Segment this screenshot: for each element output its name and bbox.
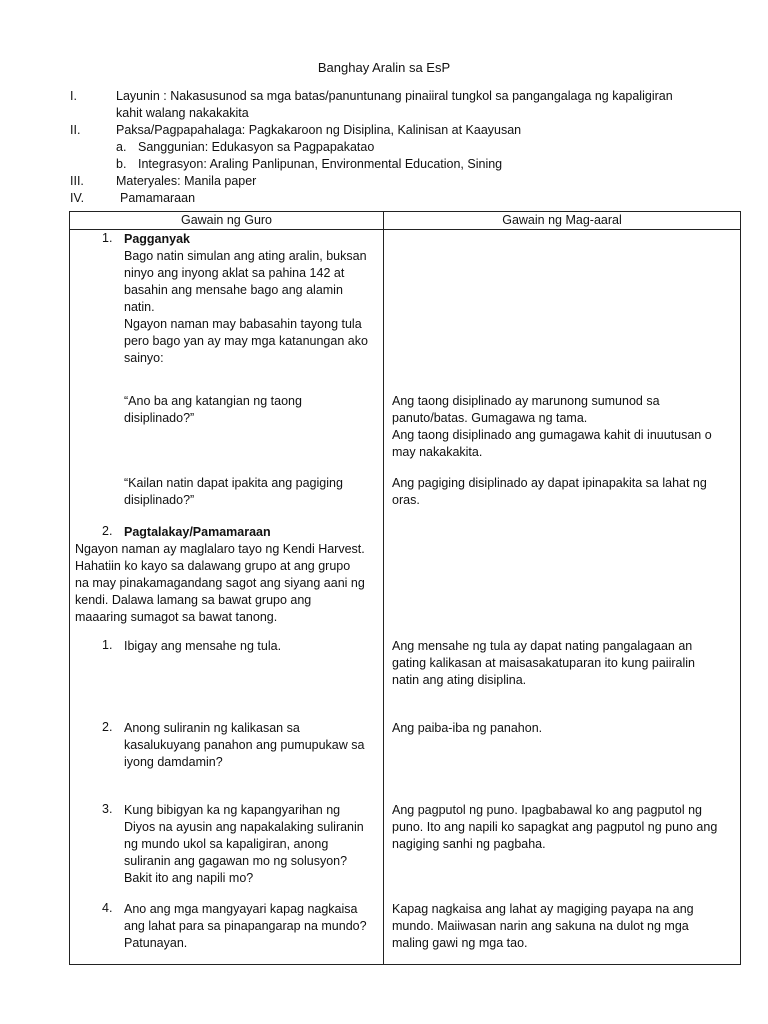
discussion-question-line: Diyos na ayusin ang napakalaking suliranin — [124, 820, 364, 834]
discussion-question-line: kasalukuyang panahon ang pumupukaw sa — [124, 738, 365, 752]
lesson-outline — [70, 88, 710, 207]
question-number: 3. — [102, 802, 113, 816]
outline-item-pamamaraan — [70, 190, 710, 207]
discussion-question-line: Anong suliranin ng kalikasan sa — [124, 721, 300, 735]
pagtalakay-title — [124, 524, 379, 541]
document-title: Banghay Aralin sa EsP — [317, 60, 451, 75]
pagganyak-paragraph-line: basahin ang mensahe bago ang alamin — [124, 283, 343, 297]
pagtalakay-paragraph-line: kendi. Dalawa lamang sa bawat grupo ang — [75, 593, 312, 607]
discussion-question-line: Bakit ito ang napili mo? — [124, 871, 254, 885]
subitem-letter: b. — [116, 157, 127, 171]
answer-katangian-line: may nakakakita. — [392, 445, 483, 459]
pagganyak-question-intro — [124, 316, 379, 367]
answer-kailan-line: oras. — [392, 493, 420, 507]
discussion-answer-line: mundo. Maiiwasan narin ang sakuna na dulot ng mga — [392, 919, 689, 933]
answer-kailan-line: Ang pagiging disiplinado ay dapat ipinapakita sa lahat ng — [392, 476, 707, 490]
discussion-question — [124, 802, 379, 887]
question-number: 4. — [102, 901, 113, 915]
activity-table — [69, 211, 741, 965]
pagganyak-paragraph — [124, 248, 379, 316]
answer-kailan — [392, 475, 737, 509]
pagtalakay-paragraph-line: Hahatiin ko kayo sa dalawang grupo at ang grupo — [75, 559, 351, 573]
outline-item-paksa — [70, 122, 710, 139]
discussion-answer-line: natin ang ating disiplina. — [392, 673, 527, 687]
discussion-answer — [392, 802, 737, 853]
pamamaraan-text: Pamamaraan — [120, 191, 196, 205]
outline-number: III. — [70, 174, 84, 188]
subitem-letter: a. — [116, 140, 127, 154]
discussion-answer-line: puno. Ito ang napili ko sapagkat ang pagputol ng puno ang — [392, 820, 718, 834]
layunin-text-line-1: Layunin : Nakasusunod sa mga batas/panuntunang pinaiiral tungkol sa pangangalaga ng kapaligiran — [116, 89, 673, 103]
pagganyak-question-intro-line: sainyo: — [124, 351, 164, 365]
pagtalakay-paragraph-line: maaaring sumagot sa bawat tanong. — [75, 610, 278, 624]
discussion-answer-line: gating kalikasan at maisasakatuparan ito kung paiiralin — [392, 656, 695, 670]
pagganyak-paragraph-line: Bago natin simulan ang ating aralin, buksan — [124, 249, 367, 263]
discussion-question — [124, 638, 379, 655]
question-number: 1. — [102, 638, 113, 652]
answer-katangian-line: Ang taong disiplinado ang gumagawa kahit di inuutusan o — [392, 428, 712, 442]
discussion-question-line: suliranin ang gagawan mo ng solusyon? — [124, 854, 348, 868]
pagtalakay-paragraph-line: Ngayon naman ay maglalaro tayo ng Kendi Harvest. — [75, 542, 365, 556]
pagganyak-paragraph-line: ninyo ang inyong aklat sa pahina 142 at — [124, 266, 345, 280]
question-kailan — [124, 475, 379, 509]
discussion-answer-line: maling gawi ng mga tao. — [392, 936, 528, 950]
integrasyon-text: Integrasyon: Araling Panlipunan, Environmental Education, Sining — [138, 157, 503, 171]
outline-subitem-sanggunian — [116, 139, 710, 156]
outline-item-layunin — [70, 88, 710, 122]
discussion-question-line: iyong damdamin? — [124, 755, 223, 769]
answer-katangian-line: Ang taong disiplinado ay marunong sumunod sa — [392, 394, 660, 408]
pagtalakay-number: 2. — [102, 524, 113, 538]
table-header-row — [70, 212, 740, 230]
question-kailan-line: “Kailan natin dapat ipakita ang pagiging — [124, 476, 343, 490]
pagganyak-title — [124, 231, 379, 248]
pagganyak-question-intro-line: pero bago yan ay may mga katanungan ako — [124, 334, 368, 348]
pagganyak-question-intro-line: Ngayon naman may babasahin tayong tula — [124, 317, 362, 331]
outline-subitem-integrasyon — [116, 156, 710, 173]
layunin-text-line-2: kahit walang nakakakita — [116, 106, 249, 120]
discussion-answer — [392, 720, 737, 737]
pagganyak-paragraph-line: natin. — [124, 300, 155, 314]
column-divider — [383, 212, 384, 964]
question-katangian — [124, 393, 379, 427]
discussion-question — [124, 720, 379, 771]
answer-katangian — [392, 393, 737, 461]
discussion-answer-line: Ang pagputol ng puno. Ipagbabawal ko ang pagputol ng — [392, 803, 702, 817]
materyales-text: Materyales: Manila paper — [116, 174, 257, 188]
discussion-answer-line: Kapag nagkaisa ang lahat ay magiging payapa na ang — [392, 902, 694, 916]
discussion-question-line: ng mundo ukol sa kapaligiran, anong — [124, 837, 329, 851]
pagtalakay-paragraph — [75, 541, 380, 626]
question-katangian-line: disiplinado?” — [124, 411, 195, 425]
question-kailan-line: disiplinado?” — [124, 493, 195, 507]
discussion-question-line: ang lahat para sa pinapangarap na mundo? — [124, 919, 367, 933]
discussion-answer-line: Ang paiba-iba ng panahon. — [392, 721, 543, 735]
discussion-question — [124, 901, 379, 952]
outline-number: I. — [70, 89, 77, 103]
question-number: 2. — [102, 720, 113, 734]
outline-item-materyales — [70, 173, 710, 190]
outline-number: II. — [70, 123, 81, 137]
discussion-answer-line: Ang mensahe ng tula ay dapat nating pangalagaan an — [392, 639, 693, 653]
discussion-question-line: Kung bibigyan ka ng kapangyarihan ng — [124, 803, 341, 817]
discussion-answer — [392, 901, 737, 952]
outline-number: IV. — [70, 191, 85, 205]
sanggunian-text: Sanggunian: Edukasyon sa Pagpapakatao — [138, 140, 375, 154]
discussion-answer-line: nagiging sanhi ng pagbaha. — [392, 837, 546, 851]
discussion-question-line: Ibigay ang mensahe ng tula. — [124, 639, 282, 653]
header-gawain-ng-guro: Gawain ng Guro — [180, 213, 273, 227]
question-katangian-line: “Ano ba ang katangian ng taong — [124, 394, 302, 408]
discussion-answer — [392, 638, 737, 689]
pagtalakay-title-line: Pagtalakay/Pamamaraan — [124, 525, 271, 539]
pagtalakay-paragraph-line: na may pinakamagandang sagot ang siyang aani ng — [75, 576, 365, 590]
pagganyak-number: 1. — [102, 231, 113, 245]
discussion-question-line: Ano ang mga mangyayari kapag nagkaisa — [124, 902, 358, 916]
paksa-text: Paksa/Pagpapahalaga: Pagkakaroon ng Disiplina, Kalinisan at Kaayusan — [116, 123, 522, 137]
header-gawain-ng-mag-aaral: Gawain ng Mag-aaral — [502, 213, 622, 227]
discussion-question-line: Patunayan. — [124, 936, 188, 950]
pagganyak-title-line: Pagganyak — [124, 232, 191, 246]
answer-katangian-line: panuto/batas. Gumagawa ng tama. — [392, 411, 588, 425]
